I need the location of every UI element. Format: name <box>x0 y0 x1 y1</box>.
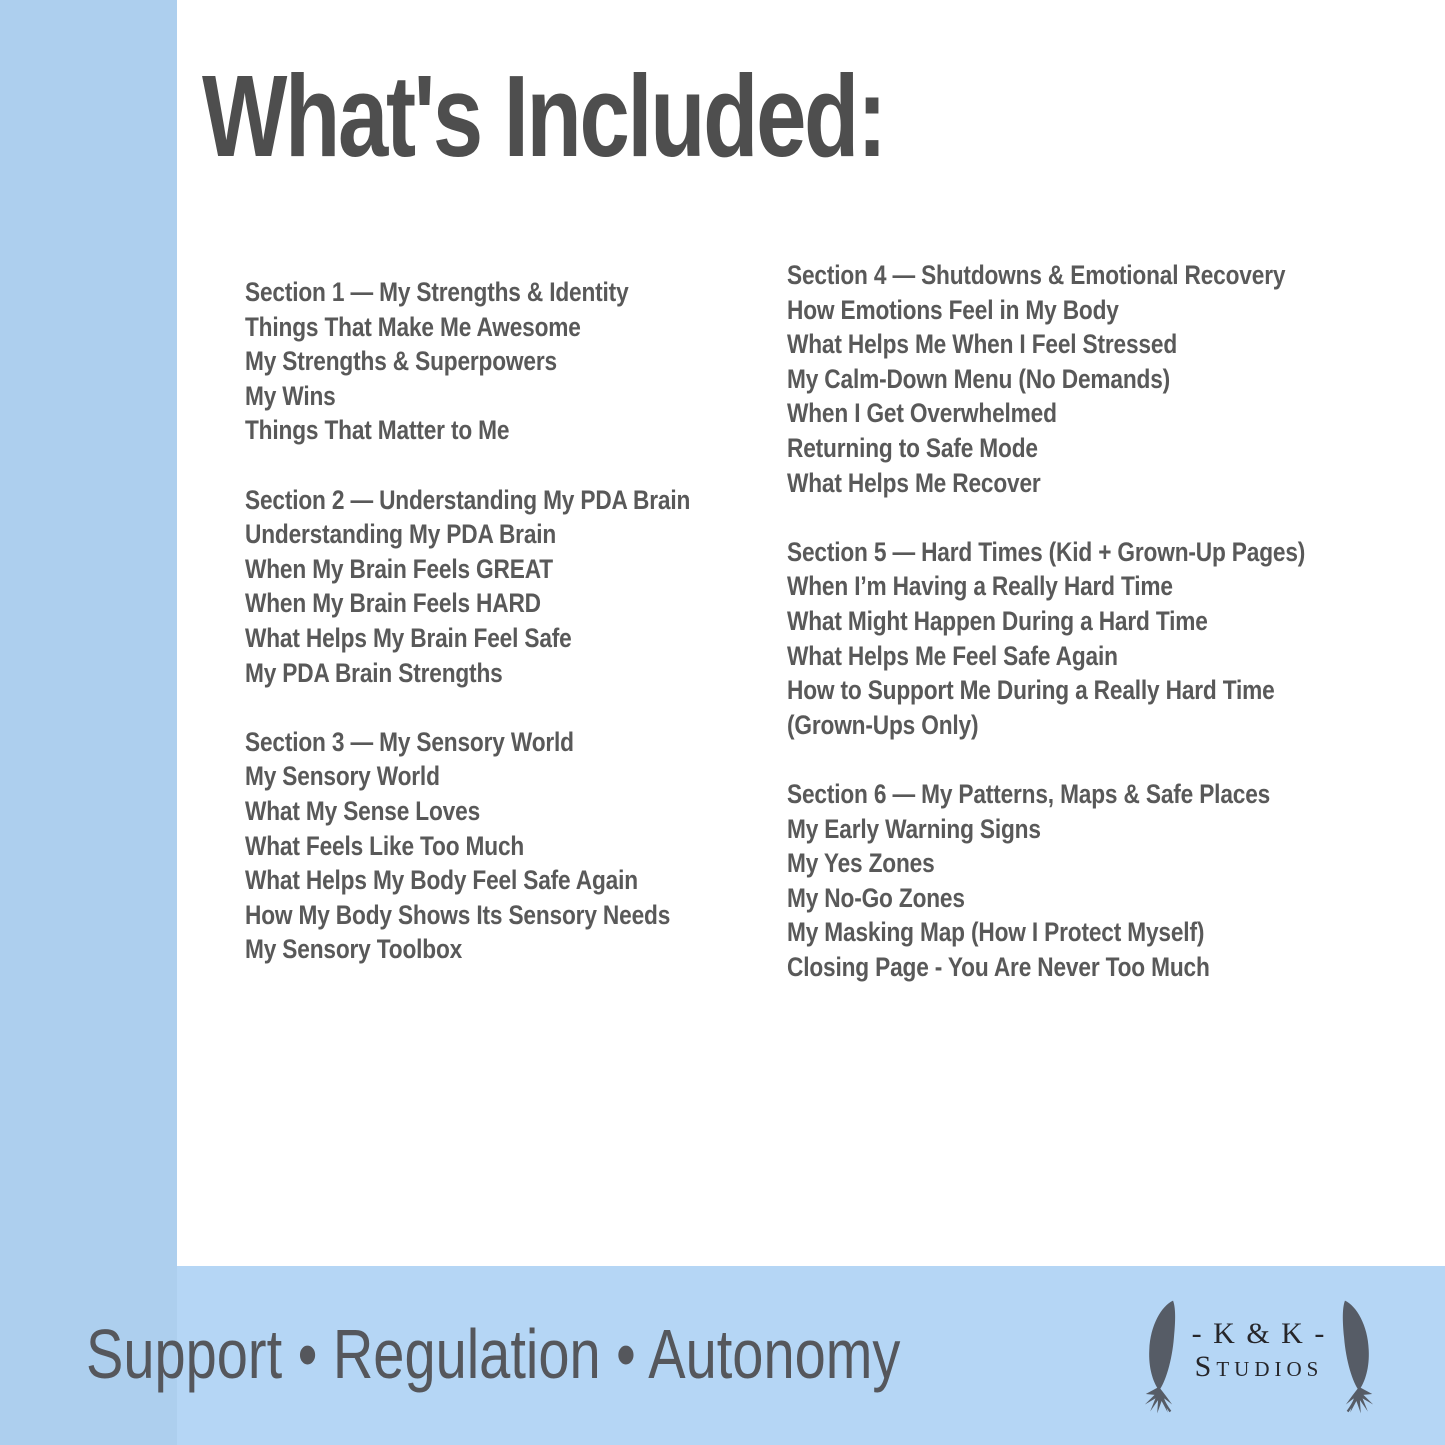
section-item: What Helps My Brain Feel Safe <box>245 622 572 653</box>
section-item: When My Brain Feels GREAT <box>245 553 553 584</box>
section-item: What Might Happen During a Hard Time <box>787 605 1208 636</box>
section-block <box>245 725 690 967</box>
section-item: When I Get Overwhelmed <box>787 398 1057 429</box>
footer-tagline: Support • Regulation • Autonomy <box>86 1315 901 1393</box>
section-block <box>787 777 1305 985</box>
section-item: What Helps My Body Feel Safe Again <box>245 865 638 896</box>
section-heading: Section 4 — Shutdowns & Emotional Recovery <box>787 260 1286 290</box>
section-item: My Yes Zones <box>787 848 935 879</box>
sections-column-left <box>245 275 690 967</box>
section-item: Returning to Safe Mode <box>787 432 1038 463</box>
section-item: My No-Go Zones <box>787 882 965 913</box>
kk-studios-logo <box>1152 1294 1366 1420</box>
section-heading: Section 1 — My Strengths & Identity <box>245 277 629 307</box>
section-heading: Section 2 — Understanding My PDA Brain <box>245 484 691 515</box>
logo-subtitle: Studios <box>1194 1350 1324 1383</box>
section-block <box>245 275 690 448</box>
section-item: Things That Make Me Awesome <box>245 311 581 342</box>
section-item: How to Support Me During a Really Hard Time <box>787 675 1275 706</box>
feather-icon <box>1144 1296 1188 1418</box>
section-item: Things That Matter to Me <box>245 415 510 446</box>
section-item: My PDA Brain Strengths <box>245 657 503 688</box>
section-item: My Calm-Down Menu (No Demands) <box>787 363 1171 394</box>
section-item: My Sensory Toolbox <box>245 934 463 965</box>
section-block <box>787 535 1305 743</box>
section-item: What My Sense Loves <box>245 795 481 826</box>
section-item: How Emotions Feel in My Body <box>787 294 1119 325</box>
section-item: My Strengths & Superpowers <box>245 346 557 377</box>
feather-icon <box>1330 1296 1374 1418</box>
logo-text <box>1192 1317 1327 1383</box>
logo-name: - K & K - <box>1191 1317 1327 1350</box>
section-item: When My Brain Feels HARD <box>245 588 541 619</box>
page-title: What's Included: <box>202 51 885 181</box>
section-block <box>245 483 690 691</box>
section-heading: Section 3 — My Sensory World <box>245 726 574 757</box>
section-item: How My Body Shows Its Sensory Needs <box>245 899 671 930</box>
section-heading: Section 5 — Hard Times (Kid + Grown-Up Pages) <box>787 536 1306 567</box>
section-item: What Feels Like Too Much <box>245 830 525 861</box>
section-item: What Helps Me Feel Safe Again <box>787 640 1118 671</box>
section-item: What Helps Me Recover <box>787 467 1041 498</box>
section-item: My Wins <box>245 380 336 411</box>
section-item: My Early Warning Signs <box>787 813 1041 844</box>
section-item: What Helps Me When I Feel Stressed <box>787 329 1178 360</box>
section-block <box>787 258 1305 500</box>
section-item: (Grown-Ups Only) <box>787 709 979 740</box>
section-item: When I’m Having a Really Hard Time <box>787 571 1173 602</box>
section-item: Closing Page - You Are Never Too Much <box>787 951 1210 982</box>
section-item: Understanding My PDA Brain <box>245 519 557 550</box>
section-heading: Section 6 — My Patterns, Maps & Safe Places <box>787 778 1271 809</box>
sections-column-right <box>787 258 1305 984</box>
left-accent-bar <box>0 0 177 1445</box>
section-item: My Sensory World <box>245 761 440 792</box>
section-item: My Masking Map (How I Protect Myself) <box>787 917 1205 948</box>
